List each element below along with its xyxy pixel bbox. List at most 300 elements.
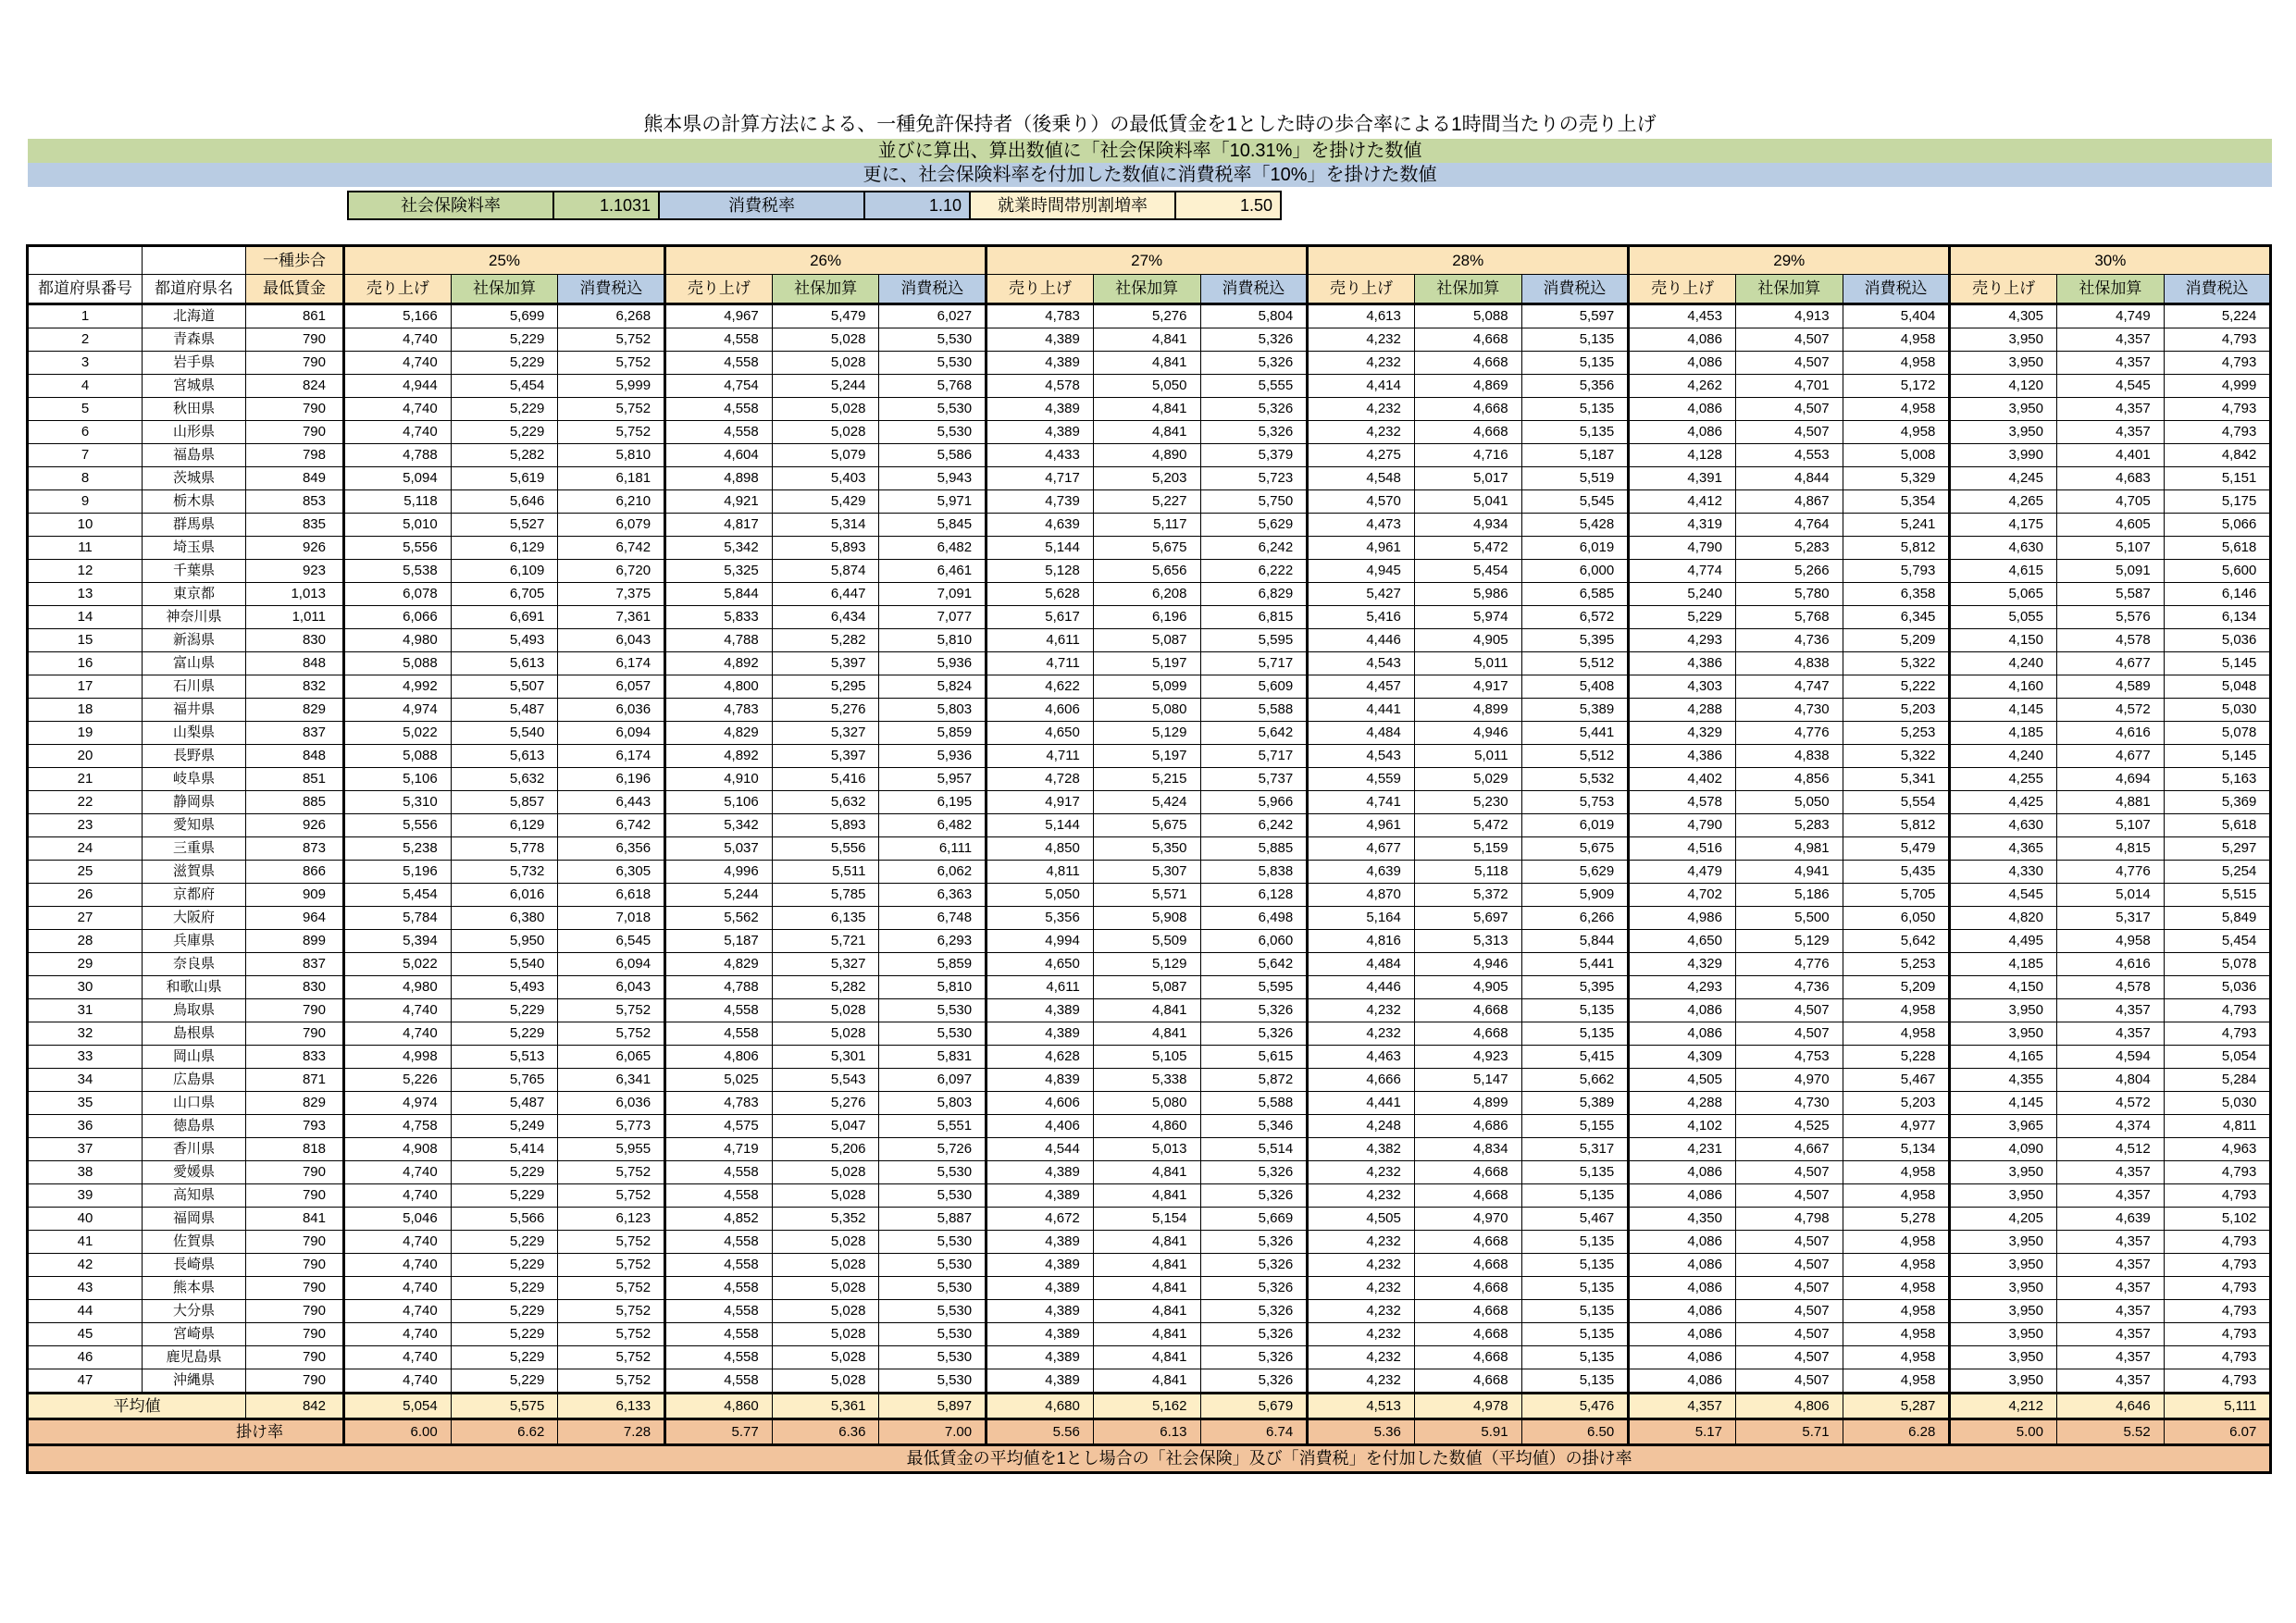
value-cell: 5,144 — [987, 814, 1094, 837]
value-cell: 6,060 — [1200, 930, 1308, 953]
value-cell: 5,135 — [1521, 398, 1629, 421]
pref-number-cell: 41 — [28, 1231, 143, 1254]
value-cell: 4,545 — [1950, 884, 2057, 907]
value-cell: 4,958 — [1843, 1369, 1950, 1394]
value-cell: 5,416 — [772, 768, 879, 791]
value-cell: 4,790 — [1629, 537, 1736, 560]
pref-number-cell: 13 — [28, 583, 143, 606]
value-cell: 5,282 — [451, 444, 558, 467]
value-cell: 4,740 — [344, 328, 452, 352]
value-cell: 5,129 — [1093, 953, 1200, 976]
value-cell: 4,572 — [2057, 699, 2165, 722]
value-cell: 5,530 — [879, 1300, 987, 1323]
value-cell: 5,597 — [1521, 304, 1629, 328]
value-cell: 5,037 — [665, 837, 773, 861]
value-cell: 5,187 — [665, 930, 773, 953]
value-cell: 5,778 — [451, 837, 558, 861]
value-cell: 4,594 — [2057, 1046, 2165, 1069]
value-cell: 4,842 — [2164, 444, 2271, 467]
multiplier-value-cell: 6.28 — [1843, 1419, 1950, 1445]
value-cell: 4,389 — [987, 1231, 1094, 1254]
sales-header: 売り上げ — [987, 275, 1094, 304]
pref-name-cell: 京都府 — [143, 884, 246, 907]
value-cell: 4,717 — [987, 467, 1094, 490]
multiplier-value-cell: 5.36 — [1308, 1419, 1415, 1445]
sheet-title: 熊本県の計算方法による、一種免許保持者（後乗り）の最低賃金を1とした時の歩合率による1時間当たりの売り上げ — [643, 114, 1657, 135]
pref-number-cell: 14 — [28, 606, 143, 629]
value-cell: 6,111 — [879, 837, 987, 861]
min-wage-cell: 926 — [246, 814, 344, 837]
value-cell: 4,558 — [665, 1022, 773, 1046]
pref-name-header: 都道府県名 — [143, 275, 246, 304]
value-cell: 5,454 — [1414, 560, 1521, 583]
value-cell: 5,642 — [1200, 953, 1308, 976]
pref-name-cell: 北海道 — [143, 304, 246, 328]
commission-group-label: 一種歩合 — [246, 246, 344, 275]
value-cell: 5,088 — [1414, 304, 1521, 328]
value-cell: 7,375 — [558, 583, 665, 606]
value-cell: 5,629 — [1200, 514, 1308, 537]
pref-row — [28, 1161, 2271, 1184]
value-cell: 4,357 — [2057, 1231, 2165, 1254]
value-cell: 5,613 — [451, 652, 558, 675]
pref-number-cell: 2 — [28, 328, 143, 352]
pref-row — [28, 1346, 2271, 1369]
value-cell: 6,079 — [558, 514, 665, 537]
value-cell: 4,639 — [1308, 861, 1415, 884]
average-label: 平均値 — [28, 1394, 246, 1419]
value-cell: 5,403 — [772, 467, 879, 490]
value-cell: 5,276 — [772, 699, 879, 722]
value-cell: 5,327 — [772, 953, 879, 976]
value-cell: 5,765 — [451, 1069, 558, 1092]
average-value-cell: 5,897 — [879, 1394, 987, 1419]
value-cell: 5,629 — [1521, 861, 1629, 884]
value-cell: 4,963 — [2164, 1138, 2271, 1161]
value-cell: 4,711 — [987, 652, 1094, 675]
value-cell: 5,514 — [1200, 1138, 1308, 1161]
value-cell: 5,203 — [1843, 699, 1950, 722]
pref-number-cell: 23 — [28, 814, 143, 837]
pref-number-cell: 36 — [28, 1115, 143, 1138]
value-cell: 5,030 — [2164, 699, 2271, 722]
value-cell: 4,303 — [1629, 675, 1736, 699]
value-cell: 5,350 — [1093, 837, 1200, 861]
value-cell: 5,467 — [1843, 1069, 1950, 1092]
value-cell: 4,357 — [2057, 1323, 2165, 1346]
value-cell: 4,507 — [1735, 352, 1843, 375]
pref-name-cell: 鹿児島県 — [143, 1346, 246, 1369]
value-cell: 4,630 — [1950, 537, 2057, 560]
value-cell: 5,619 — [451, 467, 558, 490]
value-cell: 5,240 — [1629, 583, 1736, 606]
value-cell: 5,249 — [451, 1115, 558, 1138]
value-cell: 4,543 — [1308, 652, 1415, 675]
pref-number-cell: 8 — [28, 467, 143, 490]
value-cell: 5,025 — [665, 1069, 773, 1092]
pref-number-cell: 46 — [28, 1346, 143, 1369]
pref-name-cell: 青森県 — [143, 328, 246, 352]
value-cell: 5,229 — [451, 1184, 558, 1208]
value-cell: 4,145 — [1950, 699, 2057, 722]
value-cell: 5,467 — [1521, 1208, 1629, 1231]
value-cell: 4,793 — [2164, 1161, 2271, 1184]
value-cell: 5,675 — [1093, 814, 1200, 837]
value-cell: 4,905 — [1414, 976, 1521, 999]
value-cell: 6,174 — [558, 652, 665, 675]
pref-number-cell: 39 — [28, 1184, 143, 1208]
value-cell: 4,668 — [1414, 1277, 1521, 1300]
value-cell: 5,768 — [1735, 606, 1843, 629]
min-wage-cell: 885 — [246, 791, 344, 814]
value-cell: 4,232 — [1308, 1231, 1415, 1254]
value-cell: 6,618 — [558, 884, 665, 907]
param-label-2: 就業時間帯別割増率 — [969, 191, 1176, 220]
value-cell: 7,361 — [558, 606, 665, 629]
value-cell: 4,507 — [1735, 421, 1843, 444]
value-cell: 6,242 — [1200, 537, 1308, 560]
value-cell: 5,087 — [1093, 976, 1200, 999]
value-cell: 4,185 — [1950, 953, 2057, 976]
value-cell: 5,135 — [1521, 421, 1629, 444]
value-cell: 4,841 — [1093, 1346, 1200, 1369]
value-cell: 4,994 — [987, 930, 1094, 953]
value-cell: 5,530 — [879, 1231, 987, 1254]
social-insurance-header: 社保加算 — [451, 275, 558, 304]
value-cell: 4,668 — [1414, 352, 1521, 375]
value-cell: 6,305 — [558, 861, 665, 884]
value-cell: 5,752 — [558, 328, 665, 352]
value-cell: 5,229 — [451, 328, 558, 352]
param-label-1: 消費税率 — [658, 191, 865, 220]
value-cell: 5,145 — [2164, 652, 2271, 675]
value-cell: 5,209 — [1843, 976, 1950, 999]
value-cell: 5,845 — [879, 514, 987, 537]
value-cell: 5,230 — [1414, 791, 1521, 814]
value-cell: 4,730 — [1735, 1092, 1843, 1115]
value-cell: 5,833 — [665, 606, 773, 629]
value-cell: 5,971 — [879, 490, 987, 514]
min-wage-cell: 964 — [246, 907, 344, 930]
pref-row — [28, 837, 2271, 861]
parameter-row — [347, 191, 1282, 220]
value-cell: 5,102 — [2164, 1208, 2271, 1231]
average-value-cell: 5,361 — [772, 1394, 879, 1419]
value-cell: 4,558 — [665, 1231, 773, 1254]
value-cell: 6,109 — [451, 560, 558, 583]
value-cell: 4,357 — [2057, 398, 2165, 421]
value-cell: 4,958 — [1843, 352, 1950, 375]
value-cell: 5,080 — [1093, 1092, 1200, 1115]
value-cell: 5,705 — [1843, 884, 1950, 907]
value-cell: 4,788 — [344, 444, 452, 467]
value-cell: 5,229 — [1629, 606, 1736, 629]
value-cell: 4,604 — [665, 444, 773, 467]
average-value-cell: 4,806 — [1735, 1394, 1843, 1419]
value-cell: 4,558 — [665, 1161, 773, 1184]
value-cell: 4,578 — [2057, 629, 2165, 652]
value-cell: 4,505 — [1629, 1069, 1736, 1092]
value-cell: 5,135 — [1521, 1369, 1629, 1394]
pref-name-cell: 三重県 — [143, 837, 246, 861]
pref-name-cell: 東京都 — [143, 583, 246, 606]
value-cell: 5,135 — [1521, 1161, 1629, 1184]
value-cell: 4,839 — [987, 1069, 1094, 1092]
value-cell: 4,128 — [1629, 444, 1736, 467]
value-cell: 5,226 — [344, 1069, 452, 1092]
value-cell: 4,793 — [2164, 328, 2271, 352]
value-cell: 5,209 — [1843, 629, 1950, 652]
value-cell: 4,389 — [987, 1022, 1094, 1046]
value-cell: 4,457 — [1308, 675, 1415, 699]
value-cell: 4,507 — [1735, 1277, 1843, 1300]
min-wage-cell: 830 — [246, 629, 344, 652]
value-cell: 5,326 — [1200, 328, 1308, 352]
value-cell: 6,027 — [879, 304, 987, 328]
value-cell: 4,793 — [2164, 421, 2271, 444]
value-cell: 4,578 — [2057, 976, 2165, 999]
value-cell: 4,120 — [1950, 375, 2057, 398]
value-cell: 4,389 — [987, 328, 1094, 352]
value-cell: 4,944 — [344, 375, 452, 398]
value-cell: 5,094 — [344, 467, 452, 490]
value-cell: 4,558 — [665, 1300, 773, 1323]
pref-row — [28, 1323, 2271, 1346]
pref-number-cell: 29 — [28, 953, 143, 976]
value-cell: 5,276 — [772, 1092, 879, 1115]
value-cell: 5,507 — [451, 675, 558, 699]
value-cell: 5,936 — [879, 652, 987, 675]
value-cell: 4,970 — [1735, 1069, 1843, 1092]
value-cell: 4,811 — [2164, 1115, 2271, 1138]
value-cell: 4,841 — [1093, 1254, 1200, 1277]
pref-row — [28, 375, 2271, 398]
value-cell: 5,317 — [2057, 907, 2165, 930]
value-cell: 6,019 — [1521, 814, 1629, 837]
value-cell: 5,519 — [1521, 467, 1629, 490]
value-cell: 5,859 — [879, 953, 987, 976]
value-cell: 5,893 — [772, 814, 879, 837]
value-cell: 5,135 — [1521, 352, 1629, 375]
multiplier-value-cell: 6.50 — [1521, 1419, 1629, 1445]
pref-number-cell: 6 — [28, 421, 143, 444]
pref-name-cell: 長野県 — [143, 745, 246, 768]
value-cell: 4,841 — [1093, 1300, 1200, 1323]
value-cell: 4,667 — [1735, 1138, 1843, 1161]
value-cell: 5,078 — [2164, 722, 2271, 745]
value-cell: 4,255 — [1950, 768, 2057, 791]
min-wage-cell: 1,011 — [246, 606, 344, 629]
value-cell: 5,810 — [879, 976, 987, 999]
value-cell: 5,135 — [1521, 1184, 1629, 1208]
value-cell: 5,662 — [1521, 1069, 1629, 1092]
value-cell: 5,571 — [1093, 884, 1200, 907]
value-cell: 4,086 — [1629, 398, 1736, 421]
value-cell: 4,677 — [1308, 837, 1415, 861]
value-cell: 4,357 — [2057, 1369, 2165, 1394]
value-cell: 4,739 — [987, 490, 1094, 514]
value-cell: 4,980 — [344, 976, 452, 999]
value-cell: 5,041 — [1414, 490, 1521, 514]
value-cell: 6,293 — [879, 930, 987, 953]
value-cell: 5,313 — [1414, 930, 1521, 953]
value-cell: 4,967 — [665, 304, 773, 328]
min-wage-cell: 790 — [246, 421, 344, 444]
value-cell: 4,473 — [1308, 514, 1415, 537]
value-cell: 6,057 — [558, 675, 665, 699]
value-cell: 4,570 — [1308, 490, 1415, 514]
value-cell: 5,389 — [1521, 1092, 1629, 1115]
value-cell: 4,945 — [1308, 560, 1415, 583]
value-cell: 5,322 — [1843, 652, 1950, 675]
value-cell: 5,493 — [451, 629, 558, 652]
value-cell: 5,253 — [1843, 722, 1950, 745]
value-cell: 4,668 — [1414, 398, 1521, 421]
value-cell: 5,472 — [1414, 537, 1521, 560]
value-cell: 4,728 — [987, 768, 1094, 791]
value-cell: 4,319 — [1629, 514, 1736, 537]
value-cell: 4,086 — [1629, 328, 1736, 352]
value-cell: 5,229 — [451, 1254, 558, 1277]
value-cell: 4,086 — [1629, 1323, 1736, 1346]
value-cell: 4,357 — [2057, 1346, 2165, 1369]
min-wage-cell: 871 — [246, 1069, 344, 1092]
value-cell: 5,036 — [2164, 976, 2271, 999]
value-cell: 4,788 — [665, 629, 773, 652]
sales-header: 売り上げ — [665, 275, 773, 304]
value-cell: 4,414 — [1308, 375, 1415, 398]
value-cell: 5,872 — [1200, 1069, 1308, 1092]
value-cell: 5,107 — [2057, 537, 2165, 560]
value-cell: 5,885 — [1200, 837, 1308, 861]
value-cell: 4,668 — [1414, 1231, 1521, 1254]
value-cell: 5,556 — [772, 837, 879, 861]
value-cell: 5,717 — [1200, 745, 1308, 768]
value-cell: 6,482 — [879, 537, 987, 560]
value-cell: 4,558 — [665, 1184, 773, 1208]
value-cell: 5,632 — [451, 768, 558, 791]
value-cell: 5,530 — [879, 1346, 987, 1369]
value-cell: 4,740 — [344, 1323, 452, 1346]
pref-name-cell: 山梨県 — [143, 722, 246, 745]
value-cell: 5,028 — [772, 1277, 879, 1300]
pref-name-cell: 大分県 — [143, 1300, 246, 1323]
value-cell: 5,196 — [344, 861, 452, 884]
value-cell: 4,740 — [344, 999, 452, 1022]
pref-name-cell: 奈良県 — [143, 953, 246, 976]
value-cell: 4,391 — [1629, 467, 1736, 490]
pref-row — [28, 560, 2271, 583]
value-cell: 5,325 — [665, 560, 773, 583]
pref-name-cell: 埼玉県 — [143, 537, 246, 560]
value-cell: 5,530 — [879, 1161, 987, 1184]
value-cell: 4,841 — [1093, 1369, 1200, 1394]
min-wage-cell: 833 — [246, 1046, 344, 1069]
value-cell: 5,515 — [2164, 884, 2271, 907]
value-cell: 5,229 — [451, 1161, 558, 1184]
value-cell: 4,484 — [1308, 722, 1415, 745]
value-cell: 5,206 — [772, 1138, 879, 1161]
value-cell: 3,990 — [1950, 444, 2057, 467]
min-wage-cell: 829 — [246, 1092, 344, 1115]
value-cell: 6,705 — [451, 583, 558, 606]
value-cell: 4,736 — [1735, 976, 1843, 999]
value-cell: 3,950 — [1950, 1346, 2057, 1369]
value-cell: 5,394 — [344, 930, 452, 953]
value-cell: 3,950 — [1950, 421, 2057, 444]
min-wage-cell: 790 — [246, 1022, 344, 1046]
param-value-2: 1.50 — [1174, 191, 1282, 220]
value-cell: 4,288 — [1629, 699, 1736, 722]
value-cell: 5,029 — [1414, 768, 1521, 791]
value-cell: 5,301 — [772, 1046, 879, 1069]
pref-name-cell: 福岡県 — [143, 1208, 246, 1231]
multiplier-value-cell: 6.00 — [344, 1419, 452, 1445]
value-cell: 4,650 — [1629, 930, 1736, 953]
multiplier-value-cell: 6.07 — [2164, 1419, 2271, 1445]
value-cell: 5,950 — [451, 930, 558, 953]
value-cell: 4,740 — [344, 421, 452, 444]
value-cell: 5,540 — [451, 722, 558, 745]
value-cell: 5,163 — [2164, 768, 2271, 791]
value-cell: 5,327 — [772, 722, 879, 745]
value-cell: 4,844 — [1735, 467, 1843, 490]
value-cell: 4,958 — [1843, 1346, 1950, 1369]
pref-name-cell: 熊本県 — [143, 1277, 246, 1300]
value-cell: 4,668 — [1414, 1184, 1521, 1208]
value-cell: 5,278 — [1843, 1208, 1950, 1231]
value-cell: 5,228 — [1843, 1046, 1950, 1069]
value-cell: 4,958 — [1843, 1277, 1950, 1300]
value-cell: 5,129 — [1093, 722, 1200, 745]
value-cell: 4,910 — [665, 768, 773, 791]
value-cell: 5,999 — [558, 375, 665, 398]
value-cell: 4,558 — [665, 1254, 773, 1277]
value-cell: 5,752 — [558, 1184, 665, 1208]
value-cell: 4,507 — [1735, 1346, 1843, 1369]
value-cell: 5,642 — [1200, 722, 1308, 745]
pref-number-cell: 7 — [28, 444, 143, 467]
value-cell: 4,389 — [987, 1300, 1094, 1323]
value-cell: 4,852 — [665, 1208, 773, 1231]
value-cell: 4,150 — [1950, 976, 2057, 999]
value-cell: 5,844 — [665, 583, 773, 606]
pref-number-cell: 31 — [28, 999, 143, 1022]
min-wage-cell: 790 — [246, 1161, 344, 1184]
value-cell: 4,740 — [344, 1369, 452, 1394]
value-cell: 4,946 — [1414, 953, 1521, 976]
value-cell: 4,841 — [1093, 352, 1200, 375]
min-wage-header: 最低賃金 — [246, 275, 344, 304]
value-cell: 5,266 — [1735, 560, 1843, 583]
value-cell: 5,617 — [987, 606, 1094, 629]
value-cell: 4,507 — [1735, 999, 1843, 1022]
value-cell: 5,586 — [879, 444, 987, 467]
pref-row — [28, 583, 2271, 606]
value-cell: 4,686 — [1414, 1115, 1521, 1138]
value-cell: 4,740 — [344, 1231, 452, 1254]
value-cell: 5,050 — [1093, 375, 1200, 398]
pref-row — [28, 814, 2271, 837]
pref-number-cell: 18 — [28, 699, 143, 722]
value-cell: 4,559 — [1308, 768, 1415, 791]
value-cell: 4,386 — [1629, 652, 1736, 675]
value-cell: 5,669 — [1200, 1208, 1308, 1231]
value-cell: 4,386 — [1629, 745, 1736, 768]
average-value-cell: 5,287 — [1843, 1394, 1950, 1419]
average-min-wage: 842 — [246, 1394, 344, 1419]
value-cell: 5,144 — [987, 537, 1094, 560]
